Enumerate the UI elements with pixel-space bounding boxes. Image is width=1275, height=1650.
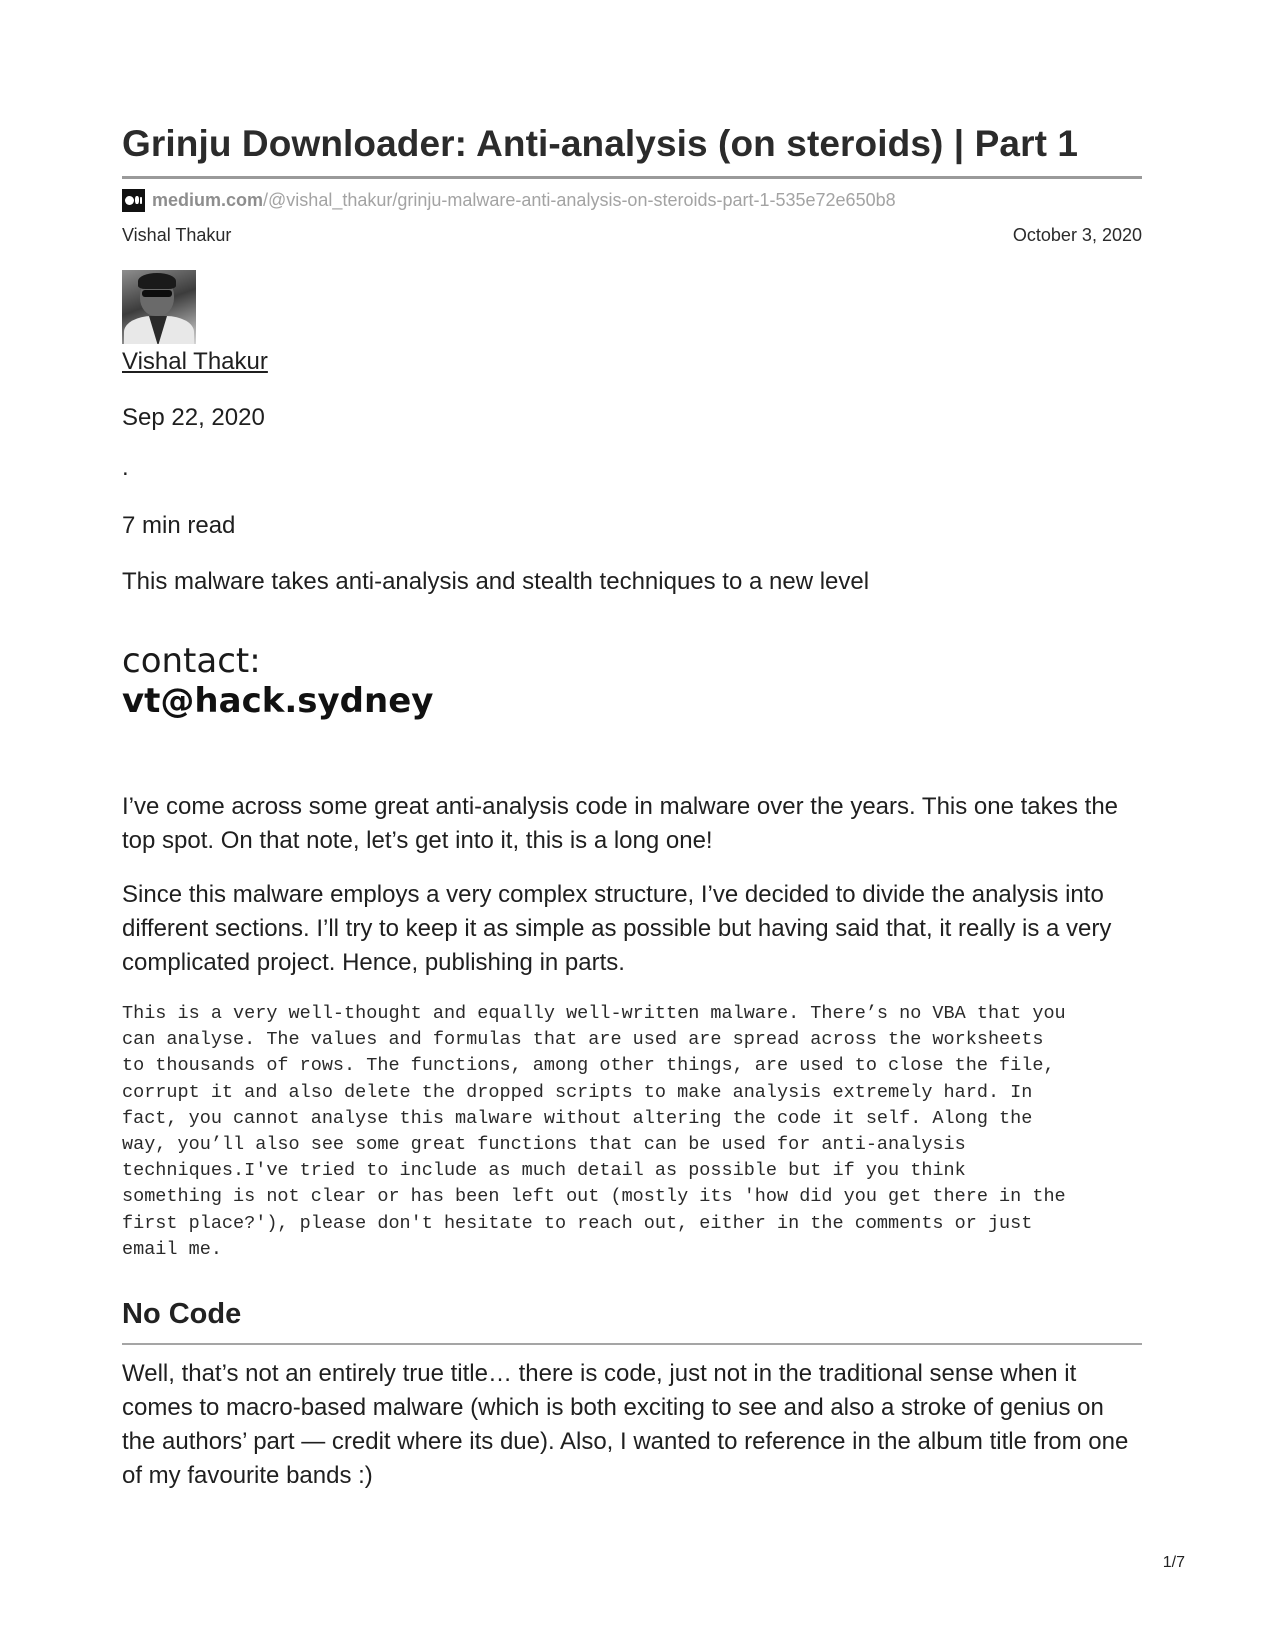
author-avatar[interactable]	[122, 270, 196, 344]
source-domain: medium.com	[152, 189, 264, 210]
section-heading: No Code	[122, 1298, 242, 1331]
section-divider	[122, 1343, 1142, 1345]
structure-paragraph: Since this malware employs a very complex structure, I’ve decided to divide the analysis into different sections. I’ll try to keep it as simple as possible but having said that, it really is a very complicated project. Hence, publishing in parts.	[122, 881, 1112, 976]
article-subtitle: This malware takes anti-analysis and stealth techniques to a new level	[122, 568, 870, 595]
section-paragraph: Well, that’s not an entirely true title… there is code, just not in the traditional sense when it comes to macro-based malware (which is both exciting to see and also a stroke of genius on the authors’ part — credit where its due). Also, I wanted to reference in the album title from one of my favourite bands :)	[122, 1360, 1129, 1490]
medium-logo-icon	[122, 189, 145, 212]
byline-separator: .	[122, 454, 129, 481]
meta-date: October 3, 2020	[1012, 225, 1142, 245]
source-path: /@vishal_thakur/grinju-malware-anti-analysis-on-steroids-part-1-535e72e650b8	[263, 189, 896, 210]
code-note: This is a very well-thought and equally well-written malware. There’s no VBA that you can analyse. The values and formulas that are used are spread across the worksheets to thousands of rows. The functions, among other things, are used to close the file, corrupt it and also delete the dropped scripts to make analysis extremely hard. In fact, you cannot analyse this malware without altering the code it self. Along the way, you’ll also see some great functions that can be used for anti-analysis techniques.I've tried to include as much detail as possible but if you think something is not clear or has been left out (mostly its 'how did you get there in the first place?'), please don't hesitate to reach out, either in the comments or just email me.	[122, 1003, 1066, 1260]
meta-author: Vishal Thakur	[122, 225, 232, 245]
intro-paragraph: I’ve come across some great anti-analysis code in malware over the years. This one takes the top spot. On that note, let’s get into it, this is a long one!	[122, 793, 1119, 854]
source-link[interactable]	[122, 188, 1142, 212]
page-number: 1/7	[1162, 1554, 1185, 1571]
contact-image	[122, 642, 1142, 722]
contact-label: contact:	[122, 641, 261, 681]
article-title: Grinju Downloader: Anti-analysis (on steroids) | Part 1	[122, 123, 1079, 164]
contact-email: vt@hack.sydney	[122, 681, 434, 721]
read-time: 7 min read	[122, 512, 236, 539]
author-link[interactable]: Vishal Thakur	[122, 348, 268, 375]
title-divider	[122, 176, 1142, 179]
publish-date: Sep 22, 2020	[122, 404, 265, 431]
article-page	[122, 122, 1142, 1493]
article-meta	[122, 225, 1142, 246]
